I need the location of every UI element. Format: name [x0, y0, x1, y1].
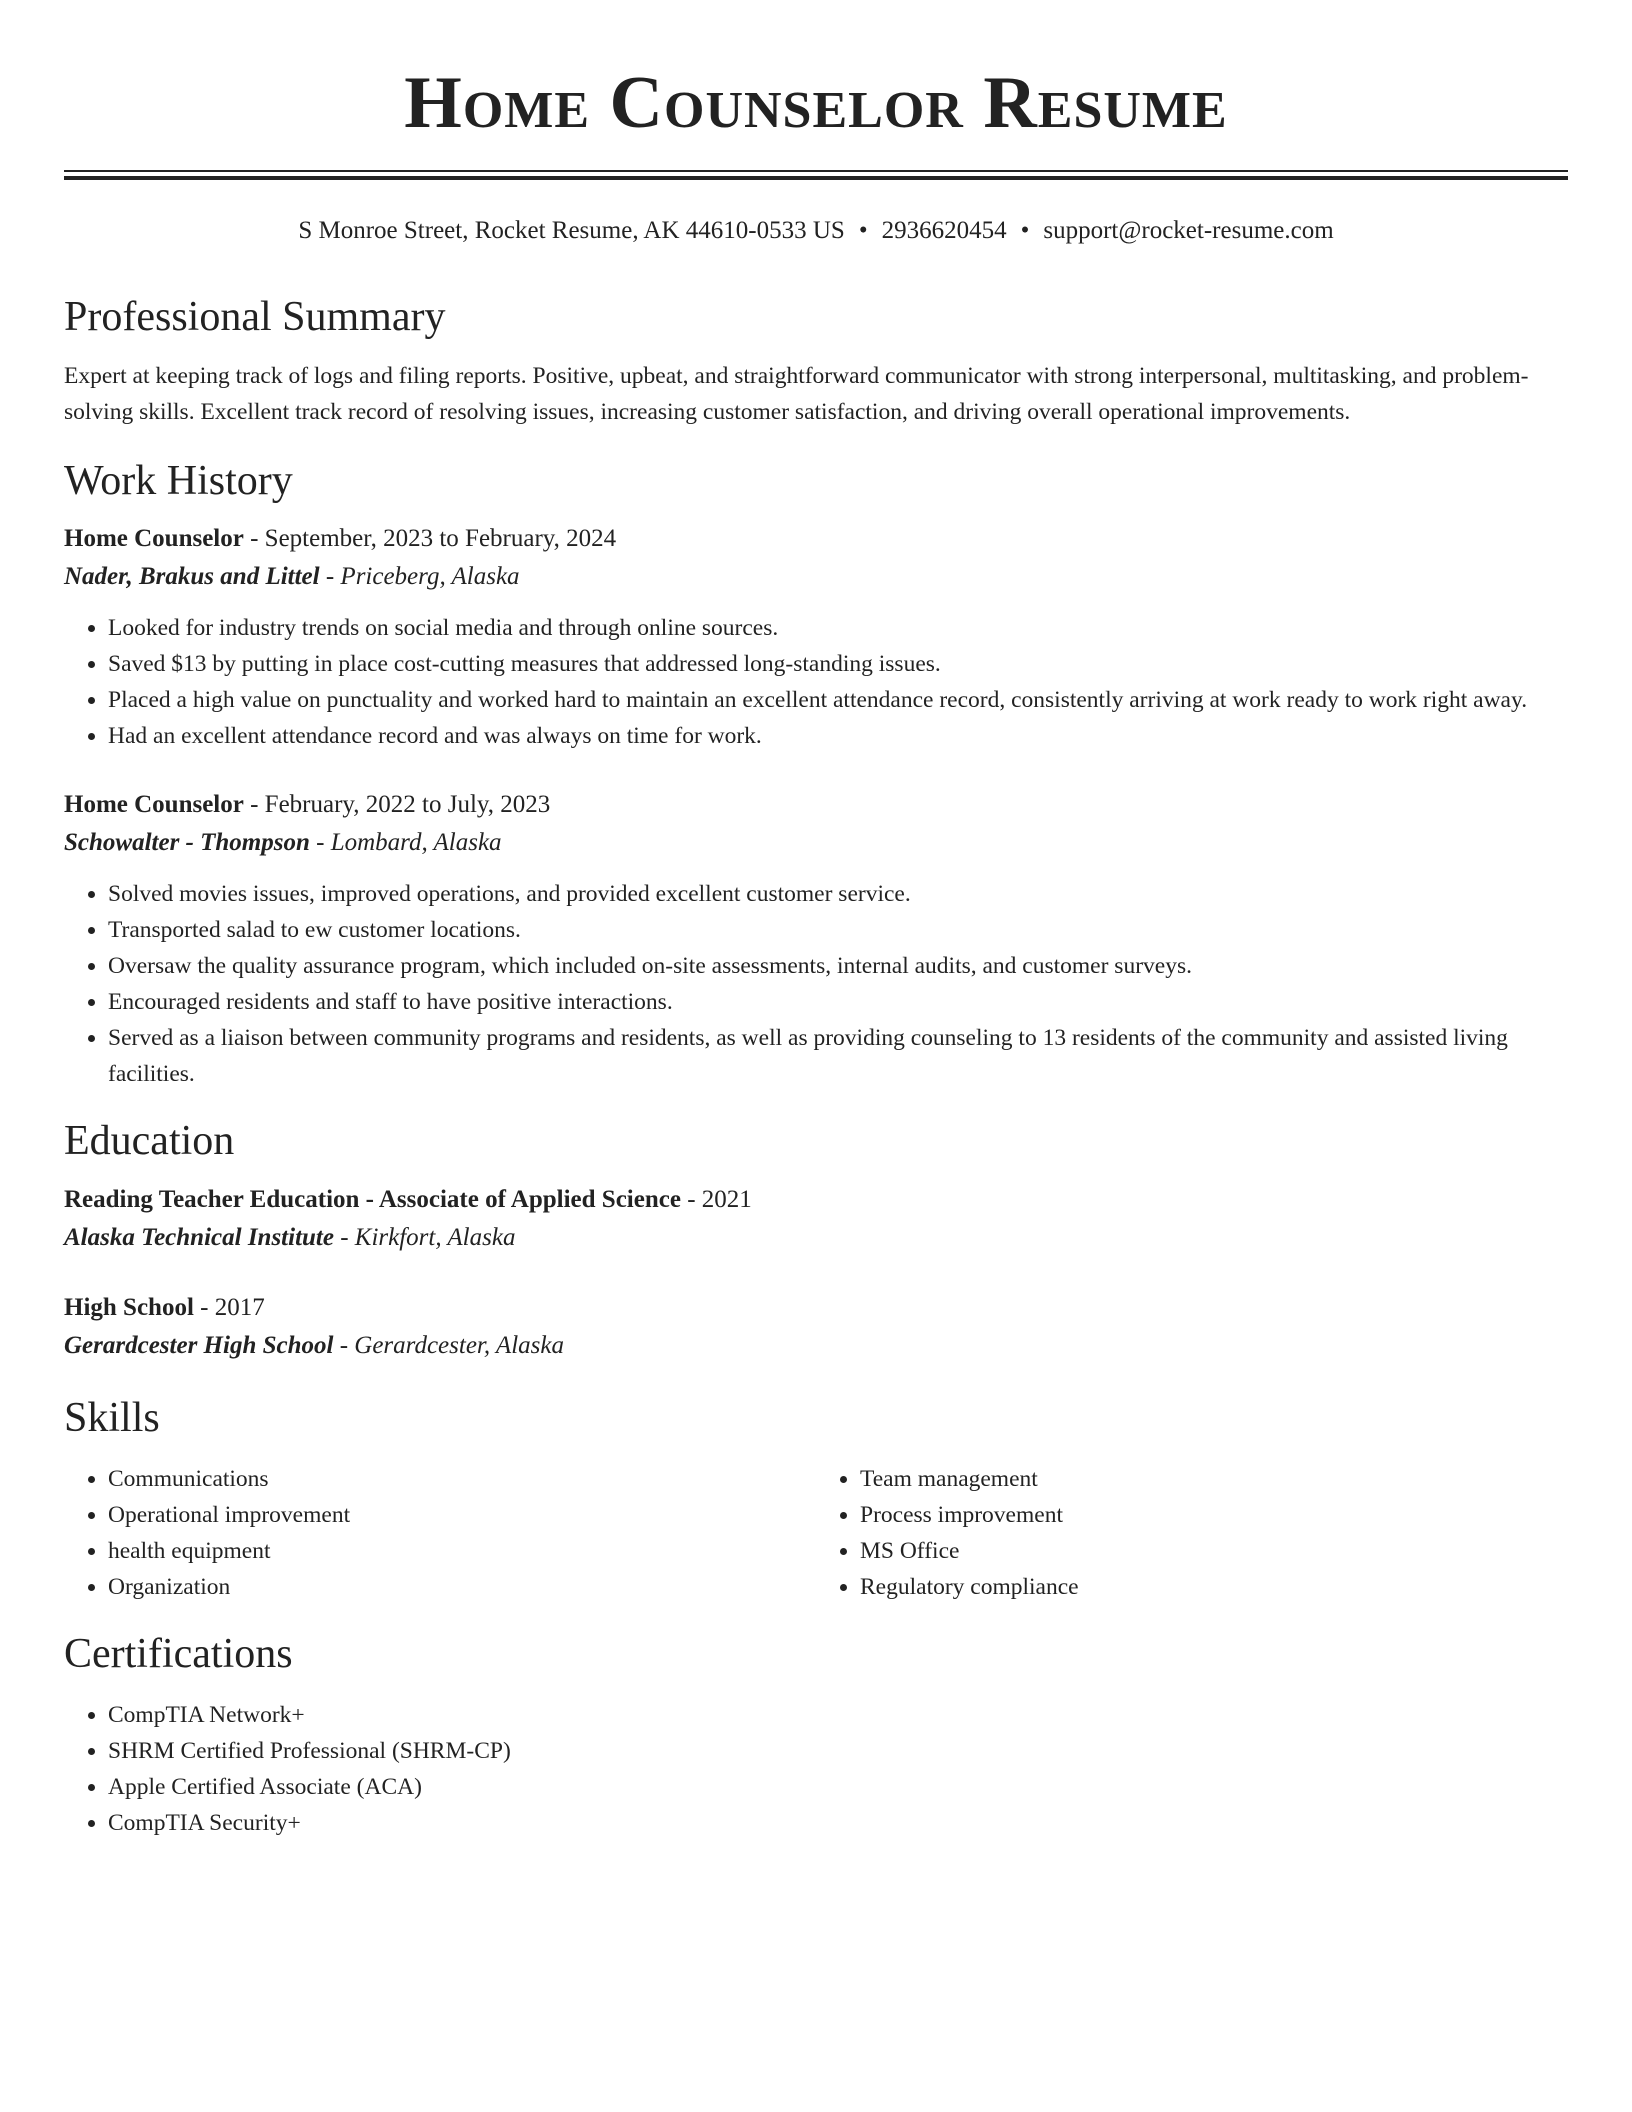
degree-line — [64, 1181, 1568, 1219]
skills-column-left — [64, 1461, 816, 1605]
job-company: Nader, Brakus and Littel — [64, 563, 320, 591]
list-item: • Encouraged residents and staff to have positive interactions. — [108, 984, 1568, 1020]
education-entry — [64, 1289, 1568, 1365]
skill-item: • Communications — [108, 1461, 816, 1497]
skill-item: • Team management — [860, 1461, 1568, 1497]
skills-heading: Skills — [64, 1394, 160, 1441]
title-divider — [64, 170, 1568, 180]
summary-text: Expert at keeping track of logs and filing reports. Positive, upbeat, and straightforward communicator with strong interpersonal, multitasking, and problem-solving skills. Excellent track record of resolving issues, increasing customer satisfaction, and driving overall operational improvements. — [64, 363, 1529, 426]
degree: Reading Teacher Education - Associate of Applied Science — [64, 1185, 681, 1213]
certification-item: • CompTIA Network+ — [108, 1697, 1568, 1733]
list-item: • Saved $13 by putting in place cost-cutting measures that addressed long-standing issues. — [108, 646, 1568, 682]
job-company: Schowalter - Thompson — [64, 829, 310, 857]
list-item: • Solved movies issues, improved operations, and provided excellent customer service. — [108, 876, 1568, 912]
skill-item: • health equipment — [108, 1533, 816, 1569]
list-item: • Placed a high value on punctuality and worked hard to maintain an excellent attendance record, consistently arriving at work ready to work right away. — [108, 682, 1568, 718]
education-entry — [64, 1181, 1568, 1257]
school-location: - Kirkfort, Alaska — [333, 1223, 516, 1251]
contact-phone: 2936620454 — [881, 217, 1007, 244]
job-dates: - February, 2022 to July, 2023 — [243, 791, 551, 819]
certification-item: • SHRM Certified Professional (SHRM-CP) — [108, 1733, 1568, 1769]
job-location: - Priceberg, Alaska — [319, 563, 520, 591]
contact-line — [64, 216, 1568, 246]
school-line — [64, 1327, 1568, 1365]
job-entry — [64, 786, 1568, 1092]
list-item: • Transported salad to ew customer locations. — [108, 912, 1568, 948]
skills-column-right — [816, 1461, 1568, 1605]
job-entry — [64, 520, 1568, 754]
skill-item: • MS Office — [860, 1533, 1568, 1569]
resume-title: Home Counselor Resume — [404, 62, 1228, 144]
certification-item: • CompTIA Security+ — [108, 1805, 1568, 1841]
skills-grid — [64, 1461, 1568, 1605]
list-item: • Served as a liaison between community programs and residents, as well as providing counseling to 13 residents of the community and assisted living facilities. — [108, 1020, 1568, 1092]
graduation-year: - 2021 — [680, 1185, 752, 1213]
contact-separator: • — [858, 217, 868, 244]
school-name: Gerardcester High School — [64, 1331, 334, 1359]
degree: High School — [64, 1293, 194, 1321]
list-item: • Looked for industry trends on social media and through online sources. — [108, 610, 1568, 646]
job-title-line — [64, 520, 1568, 558]
job-location: - Lombard, Alaska — [309, 829, 502, 857]
degree-line — [64, 1289, 1568, 1327]
school-location: - Gerardcester, Alaska — [333, 1331, 564, 1359]
certification-item: • Apple Certified Associate (ACA) — [108, 1769, 1568, 1805]
job-title-line — [64, 786, 1568, 824]
list-item: • Oversaw the quality assurance program, which included on-site assessments, internal audits, and customer surveys. — [108, 948, 1568, 984]
graduation-year: - 2017 — [193, 1293, 265, 1321]
job-title: Home Counselor — [64, 791, 244, 819]
list-item: • Had an excellent attendance record and was always on time for work. — [108, 718, 1568, 754]
job-bullets — [64, 610, 1568, 754]
certifications-heading: Certifications — [64, 1630, 293, 1677]
skill-item: • Regulatory compliance — [860, 1569, 1568, 1605]
job-company-line — [64, 824, 1568, 862]
education-heading: Education — [64, 1118, 235, 1165]
job-bullets — [64, 876, 1568, 1092]
job-title: Home Counselor — [64, 525, 244, 553]
school-name: Alaska Technical Institute — [64, 1223, 334, 1251]
skill-item: • Process improvement — [860, 1497, 1568, 1533]
contact-address: S Monroe Street, Rocket Resume, AK 44610-0533 US — [298, 217, 845, 244]
school-line — [64, 1219, 1568, 1257]
skill-item: • Organization — [108, 1569, 816, 1605]
skill-item: • Operational improvement — [108, 1497, 816, 1533]
job-dates: - September, 2023 to February, 2024 — [243, 525, 617, 553]
contact-email: support@rocket-resume.com — [1043, 217, 1334, 244]
contact-separator: • — [1020, 217, 1030, 244]
work-history-heading: Work History — [64, 458, 293, 505]
certifications-list — [64, 1697, 1568, 1841]
summary-heading: Professional Summary — [64, 294, 446, 340]
job-company-line — [64, 558, 1568, 596]
